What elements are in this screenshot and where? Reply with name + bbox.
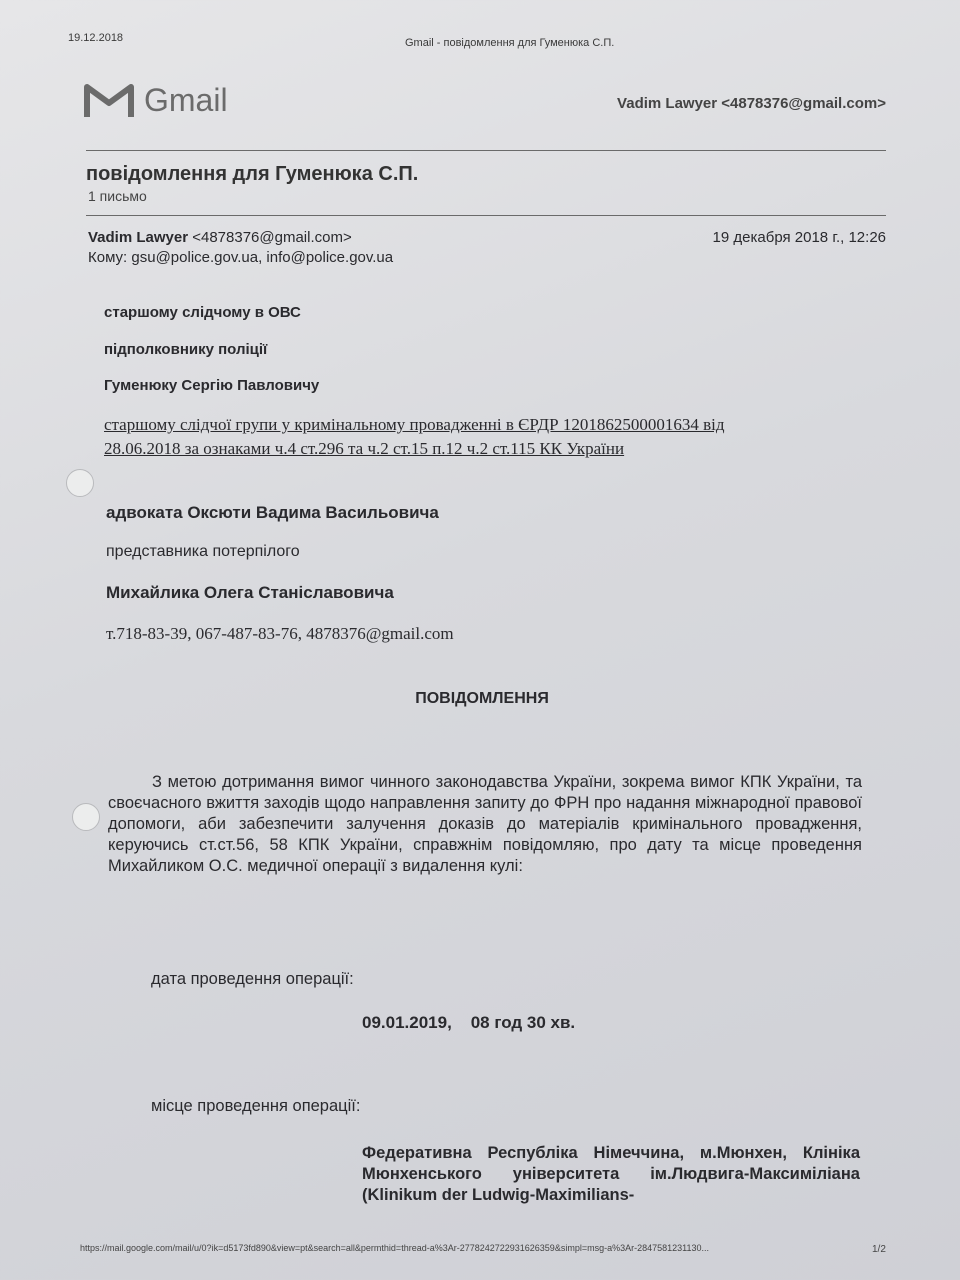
page-number: 1/2 [872, 1244, 886, 1255]
message-date: 19 декабря 2018 г., 12:26 [712, 229, 886, 246]
contacts: т.718-83-39, 067-487-83-76, 4878376@gmail.com [106, 624, 454, 643]
date-label: дата проведення операції: [151, 970, 354, 988]
addressee-line: підполковнику поліції [104, 341, 268, 358]
print-url: https://mail.google.com/mail/u/0?ik=d5173fd890&view=pt&search=all&permthid=thread-a%3Ar-2778242722931626359&simpl=msg-a%3Ar-2847581231130... [80, 1243, 709, 1253]
representative-label: представника потерпілого [106, 543, 300, 560]
sender-name: Vadim Lawyer [88, 229, 189, 246]
gmail-m-icon [84, 83, 134, 119]
gmail-logo-text: Gmail [144, 82, 228, 118]
place-label: місце проведення операції: [151, 1097, 361, 1115]
sender-email: <4878376@gmail.com> [192, 229, 352, 246]
divider [86, 150, 886, 151]
print-title: Gmail - повідомлення для Гуменюка С.П. [405, 37, 615, 49]
account-email: Vadim Lawyer <4878376@gmail.com> [617, 95, 886, 112]
date-value: 09.01.2019, 08 год 30 хв. [362, 1013, 576, 1032]
place-value: Федеративна Республіка Німеччина, м.Мюнхен, Клініка Мюнхенського університета ім.Людвига-Максиміліана (Klinikum der Ludwig-Maximilians- [362, 1144, 860, 1204]
body-paragraph: З метою дотримання вимог чинного законодавства України, зокрема вимог КПК України, та своєчасного вжиття заходів щодо направлення запиту до ФРН про надання міжнародної правової допомоги, аби забезпечити залучення доказів до матеріалів кримінального провадження, керуючись ст.ст.56, 58 КПК України, справжнім повідомляю, про дату та місце проведення Михайликом О.С. медичної операції з видалення кулі: [108, 773, 862, 875]
print-date: 19.12.2018 [68, 32, 124, 44]
recipients: Кому: gsu@police.gov.ua, info@police.gov.ua [88, 249, 394, 266]
addressee-line: старшому слідчому в ОВС [104, 304, 301, 321]
message-count: 1 письмо [88, 188, 147, 204]
sender [88, 229, 352, 246]
punch-hole [72, 803, 100, 831]
case-line: 28.06.2018 за ознаками ч.4 ст.296 та ч.2 ст.15 п.12 ч.2 ст.115 КК України [104, 439, 625, 458]
lawyer-name: адвоката Оксюти Вадима Васильовича [106, 503, 439, 522]
gmail-logo [84, 82, 228, 119]
addressee-line: Гуменюку Сергію Павловичу [104, 377, 320, 394]
document-heading: ПОВІДОМЛЕННЯ [415, 690, 549, 707]
thread-subject: повідомлення для Гуменюка С.П. [86, 163, 419, 185]
case-line: старшому слідчої групи у кримінальному провадженні в ЄРДР 1201862500001634 від [104, 415, 725, 434]
punch-hole [66, 469, 94, 497]
divider [86, 215, 886, 216]
victim-name: Михайлика Олега Станіславовича [106, 583, 394, 602]
